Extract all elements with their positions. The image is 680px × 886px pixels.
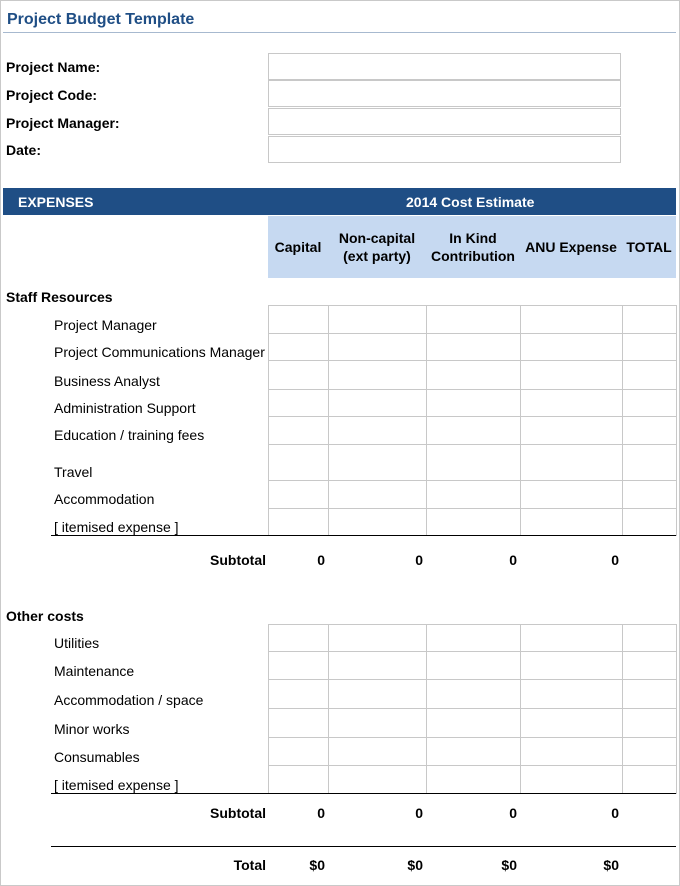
staff-subtotal-label: Subtotal xyxy=(210,552,266,568)
cost-cell-non-capital[interactable] xyxy=(328,765,427,794)
cost-cell-anu-expense[interactable] xyxy=(520,679,623,709)
cost-cell-non-capital[interactable] xyxy=(328,360,427,390)
cost-cell-total[interactable] xyxy=(622,333,677,361)
cost-cell-capital[interactable] xyxy=(268,416,329,445)
cost-cell-total[interactable] xyxy=(622,765,677,794)
cost-cell-capital[interactable] xyxy=(268,480,329,509)
cost-cell-in-kind[interactable] xyxy=(426,508,521,536)
cost-cell-capital[interactable] xyxy=(268,765,329,794)
cost-cell-anu-expense[interactable] xyxy=(520,480,623,509)
cost-cell-anu-expense[interactable] xyxy=(520,508,623,536)
cost-cell-capital[interactable] xyxy=(268,679,329,709)
cost-cell-total[interactable] xyxy=(622,508,677,536)
staff-cost-grid xyxy=(268,305,676,535)
other-subtotal-anu-expense: 0 xyxy=(611,805,619,821)
cost-cell-total[interactable] xyxy=(622,679,677,709)
cost-cell-capital[interactable] xyxy=(268,624,329,652)
cost-cell-total[interactable] xyxy=(622,305,677,334)
other-row-label: [ itemised expense ] xyxy=(54,777,179,793)
total-label: Total xyxy=(233,857,266,873)
total-anu-expense: $0 xyxy=(603,857,619,873)
date-input[interactable] xyxy=(269,137,620,162)
cost-estimate-heading: 2014 Cost Estimate xyxy=(406,194,535,210)
expenses-heading: EXPENSES xyxy=(18,194,94,210)
staff-subtotal-anu-expense: 0 xyxy=(611,552,619,568)
project-code-input[interactable] xyxy=(269,81,620,106)
other-cost-grid xyxy=(268,624,676,793)
date-label: Date: xyxy=(6,142,42,158)
other-row-label: Minor works xyxy=(54,721,130,737)
cost-cell-in-kind[interactable] xyxy=(426,708,521,738)
staff-resources-heading: Staff Resources xyxy=(6,289,113,305)
project-manager-label: Project Manager: xyxy=(6,115,120,131)
cost-cell-anu-expense[interactable] xyxy=(520,416,623,445)
cost-cell-non-capital[interactable] xyxy=(328,305,427,334)
cost-cell-capital[interactable] xyxy=(268,389,329,417)
total-capital: $0 xyxy=(309,857,325,873)
cost-cell-total[interactable] xyxy=(622,624,677,652)
project-manager-field[interactable] xyxy=(268,108,621,135)
other-row-label: Utilities xyxy=(54,635,100,651)
staff-row-label: Travel xyxy=(54,464,93,480)
cost-cell-non-capital[interactable] xyxy=(328,480,427,509)
cost-cell-capital[interactable] xyxy=(268,651,329,680)
cost-cell-total[interactable] xyxy=(622,444,677,481)
cost-cell-in-kind[interactable] xyxy=(426,444,521,481)
project-name-field[interactable] xyxy=(268,53,621,80)
cost-cell-non-capital[interactable] xyxy=(328,389,427,417)
cost-cell-non-capital[interactable] xyxy=(328,708,427,738)
cost-cell-anu-expense[interactable] xyxy=(520,651,623,680)
cost-cell-anu-expense[interactable] xyxy=(520,333,623,361)
cost-cell-non-capital[interactable] xyxy=(328,416,427,445)
other-row-label: Maintenance xyxy=(54,663,135,679)
cost-cell-anu-expense[interactable] xyxy=(520,765,623,794)
column-header-capital: Capital xyxy=(274,239,322,255)
cost-cell-non-capital[interactable] xyxy=(328,624,427,652)
cost-cell-in-kind[interactable] xyxy=(426,416,521,445)
cost-cell-capital[interactable] xyxy=(268,508,329,536)
cost-cell-capital[interactable] xyxy=(268,708,329,738)
cost-cell-anu-expense[interactable] xyxy=(520,737,623,766)
page-title: Project Budget Template xyxy=(7,11,195,28)
staff-row-label: Business Analyst xyxy=(54,373,160,389)
other-subtotal-non-capital: 0 xyxy=(415,805,423,821)
other-subtotal-rule xyxy=(51,793,676,794)
project-name-input[interactable] xyxy=(269,54,620,79)
cost-cell-in-kind[interactable] xyxy=(426,333,521,361)
cost-cell-total[interactable] xyxy=(622,416,677,445)
cost-cell-total[interactable] xyxy=(622,480,677,509)
cost-cell-anu-expense[interactable] xyxy=(520,389,623,417)
cost-cell-in-kind[interactable] xyxy=(426,765,521,794)
cost-cell-in-kind[interactable] xyxy=(426,651,521,680)
other-subtotal-in-kind: 0 xyxy=(509,805,517,821)
cost-cell-non-capital[interactable] xyxy=(328,333,427,361)
cost-cell-in-kind[interactable] xyxy=(426,679,521,709)
cost-cell-in-kind[interactable] xyxy=(426,305,521,334)
staff-row-label: Project Manager xyxy=(54,317,157,333)
cost-cell-anu-expense[interactable] xyxy=(520,708,623,738)
staff-row-label: [ itemised expense ] xyxy=(54,519,179,535)
cost-cell-in-kind[interactable] xyxy=(426,389,521,417)
cost-cell-capital[interactable] xyxy=(268,444,329,481)
cost-cell-anu-expense[interactable] xyxy=(520,360,623,390)
column-header-non-capital: Non-capital (ext party) xyxy=(338,230,416,264)
other-row-label: Accommodation / space xyxy=(54,692,204,708)
cost-cell-non-capital[interactable] xyxy=(328,679,427,709)
date-field[interactable] xyxy=(268,136,621,163)
expenses-header-band xyxy=(3,188,676,215)
project-name-label: Project Name: xyxy=(6,59,101,75)
total-rule xyxy=(51,846,676,847)
cost-cell-total[interactable] xyxy=(622,708,677,738)
cost-cell-in-kind[interactable] xyxy=(426,624,521,652)
other-row-label: Consumables xyxy=(54,749,140,765)
cost-cell-non-capital[interactable] xyxy=(328,651,427,680)
column-header-in-kind: In Kind Contribution xyxy=(431,230,515,264)
staff-row-label: Accommodation xyxy=(54,491,155,507)
staff-subtotal-non-capital: 0 xyxy=(415,552,423,568)
cost-cell-capital[interactable] xyxy=(268,333,329,361)
project-code-label: Project Code: xyxy=(6,87,98,103)
cost-cell-total[interactable] xyxy=(622,360,677,390)
column-header-anu-expense: ANU Expense xyxy=(525,239,617,255)
cost-cell-capital[interactable] xyxy=(268,737,329,766)
staff-row-label: Administration Support xyxy=(54,400,196,416)
project-manager-input[interactable] xyxy=(269,109,620,134)
cost-cell-anu-expense[interactable] xyxy=(520,305,623,334)
column-header-total: TOTAL xyxy=(626,239,672,255)
total-in-kind: $0 xyxy=(501,857,517,873)
cost-cell-total[interactable] xyxy=(622,389,677,417)
staff-subtotal-rule xyxy=(51,535,676,536)
cost-cell-in-kind[interactable] xyxy=(426,360,521,390)
staff-subtotal-in-kind: 0 xyxy=(509,552,517,568)
cost-cell-capital[interactable] xyxy=(268,305,329,334)
other-subtotal-capital: 0 xyxy=(317,805,325,821)
cost-cell-non-capital[interactable] xyxy=(328,444,427,481)
cost-cell-in-kind[interactable] xyxy=(426,480,521,509)
column-header-row xyxy=(268,216,676,278)
staff-subtotal-capital: 0 xyxy=(317,552,325,568)
staff-row-label: Project Communications Manager xyxy=(54,344,265,360)
cost-cell-in-kind[interactable] xyxy=(426,737,521,766)
cost-cell-non-capital[interactable] xyxy=(328,508,427,536)
cost-cell-anu-expense[interactable] xyxy=(520,624,623,652)
other-costs-heading: Other costs xyxy=(6,608,84,624)
cost-cell-anu-expense[interactable] xyxy=(520,444,623,481)
title-divider xyxy=(3,32,676,33)
cost-cell-non-capital[interactable] xyxy=(328,737,427,766)
total-non-capital: $0 xyxy=(407,857,423,873)
cost-cell-total[interactable] xyxy=(622,737,677,766)
staff-row-label: Education / training fees xyxy=(54,427,205,443)
other-subtotal-label: Subtotal xyxy=(210,805,266,821)
project-code-field[interactable] xyxy=(268,80,621,107)
cost-cell-total[interactable] xyxy=(622,651,677,680)
cost-cell-capital[interactable] xyxy=(268,360,329,390)
